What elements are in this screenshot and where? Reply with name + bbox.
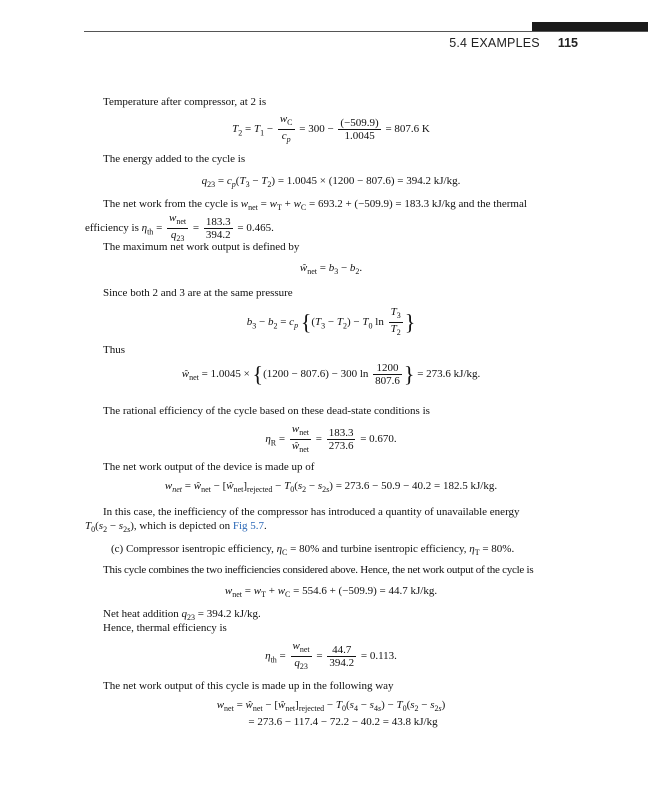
eq1-num: (−509.9) (340, 117, 379, 130)
paragraph: The energy added to the cycle is (103, 153, 246, 165)
p3-text: The net work from the cycle is (103, 198, 239, 210)
running-head (300, 36, 578, 50)
paragraph: The net work output of this cycle is made up in the following way (103, 680, 394, 692)
equation-net-work-c: $w_{net} = w_T + w_C = 554.6 + (-509.9) = 44.7$ kJ/kg. (224, 585, 438, 600)
p10-v1: = 80% and turbine isentropic efficiency, (290, 543, 467, 555)
paragraph: Since both 2 and 3 are at the same pressure (103, 287, 293, 299)
p9-a: In this case, the inefficiency of the compressor has introduced a quantity of unavailable energy (103, 506, 520, 518)
p12-text: Net heat addition (103, 608, 179, 620)
equation-q23: $q_{23} = c_p(T_3 - T_2) = 1.0045 \times (1200 - 807.6) = 394.2$ kJ/kg. (201, 175, 461, 190)
eq5-num: 1200 (373, 362, 402, 375)
paragraph-efficiency: efficiency is $\eta_{th}$ = $\frac{w_{net}}{q_{23}}$ = $\frac{183.3}{394.2}$ = 0.465. (85, 212, 274, 244)
paragraph-unavailable-energy-2: $T_0(s_2 - s_{2s})$, which is depicted on Fig 5.7. (85, 520, 267, 535)
equation-max-net-work-value: $ŵ_{net} = 1.0045 \times \{(1200 - 807.6) - 300$ ln $\frac{1200}{807.6}$ } = 273.6 kJ/kg. (181, 361, 481, 387)
eq9-num: 44.7 (327, 644, 356, 657)
equation-thermal-efficiency-c: $\eta_{th}$ = $\frac{w_{net}}{q_{23}}$ = $\frac{44.7}{394.2}$ = 0.113. (265, 640, 397, 672)
eq5-prefix: = 1.0045 × (201, 368, 250, 381)
eq6-den: 273.6 (328, 440, 354, 453)
p3b-num: 183.3 (205, 216, 231, 229)
part-label: (c) (111, 543, 124, 555)
paragraph-net-work: The net work from the cycle is $w_{net} = w_T + w_C = 693.2 + (-509.9) = 183.3$ kJ/kg and the thermal (103, 198, 527, 213)
eq5-den: 807.6 (375, 375, 400, 387)
eq5-result: = 273.6 kJ/kg. (417, 368, 481, 381)
p12-value: = 394.2 kJ/kg. (197, 608, 261, 620)
eq9-den: 394.2 (329, 657, 355, 670)
eq9-result: = 0.113. (360, 650, 397, 663)
eq7-values: = 273.6 − 50.9 − 40.2 = 182.5 kJ/kg. (335, 480, 498, 492)
eq8-values: = 554.6 + (−509.9) = 44.7 kJ/kg. (293, 585, 438, 597)
header-accent-bar (532, 22, 648, 31)
equation-net-work-final-2: = 273.6 − 117.4 − 72.2 − 40.2 = 43.8 kJ/kg (248, 716, 438, 728)
eq2-values: = 1.0045 × (1200 − 807.6) = 394.2 kJ/kg. (277, 175, 461, 187)
p3b-result: = 0.465. (237, 222, 274, 235)
paragraph: The rational efficiency of the cycle based on these dead-state conditions is (103, 405, 430, 417)
equation-max-net-work: $ŵ_{net} = b_3 - b_2$. (299, 262, 363, 277)
eq1-result: = 807.6 K (385, 123, 430, 136)
p10-v2: = 80%. (482, 543, 515, 555)
header-rule (84, 31, 648, 32)
paragraph-unavailable-energy (103, 505, 578, 519)
paragraph-part-c: (c) Compressor isentropic efficiency, $\eta_C = 80\%$ and turbine isentropic efficiency, $\eta_T = 80\%$. (111, 543, 515, 558)
eq5-body: (1200 − 807.6) − 300 ln (263, 368, 369, 381)
equation-rational-efficiency: $\eta_R$ = $\frac{w_{net}}{ŵ_{net}}$ = $\frac{183.3}{273.6}$ = 0.670. (265, 423, 397, 455)
paragraph: Hence, thermal efficiency is (103, 622, 227, 634)
p10-text: Compressor isentropic efficiency, (125, 543, 274, 555)
eq1-mid: = 300 − (299, 123, 334, 136)
equation-b3-b2: $b_3 - b_2 = c_p$ {$(T_3 - T_2) - T_0$ ln $\frac{T_3}{T_2}$ } (246, 306, 416, 338)
equation-t2: $T_2 = T_1$ − $\frac{w_C}{c_p}$ = 300 − $\frac{(-509.9)}{1.0045}$ = 807.6 K (232, 113, 430, 145)
paragraph: Thus (103, 344, 125, 356)
p3-values: = 693.2 + (−509.9) = 183.3 kJ/kg and the thermal (309, 198, 527, 210)
p9-b: , which is depicted on (133, 520, 231, 532)
paragraph: The maximum net work output is defined by (103, 241, 300, 253)
figure-link[interactable]: Fig 5.7 (232, 520, 265, 532)
equation-net-work-final-1: $w_{net}$ = $ŵ_{net}$ − $[ŵ_{net}]_{rejected} - T_0(s_4 - s_{4s}) - T_0(s_2 - s_{2s})$ (216, 699, 446, 714)
eq6-num: 183.3 (328, 427, 354, 440)
p3b-den: 394.2 (205, 229, 231, 242)
eq6-result: = 0.670. (360, 433, 397, 446)
page-number: 115 (557, 36, 578, 50)
equation-net-work-breakdown: $w_{net}$ = $ŵ_{net}$ − $[ŵ_{net}]_{rejected} - T_0(s_2 - s_{2s}) = 273.6 - 50.9 - 40.2 = 182.5$ kJ/kg. (164, 480, 498, 495)
paragraph: The net work output of the device is made up of (103, 461, 315, 473)
eq1-den: 1.0045 (344, 130, 375, 143)
paragraph: This cycle combines the two inefficiencies considered above. Hence, the net work output of the cycle is (103, 564, 534, 576)
paragraph: Temperature after compressor, at 2 is (103, 96, 267, 108)
p3b-prefix: efficiency is (85, 222, 139, 235)
paragraph-heat-addition: Net heat addition $q_{23} = 394.2$ kJ/kg. (103, 608, 261, 623)
section-title: 5.4 EXAMPLES (449, 36, 540, 50)
